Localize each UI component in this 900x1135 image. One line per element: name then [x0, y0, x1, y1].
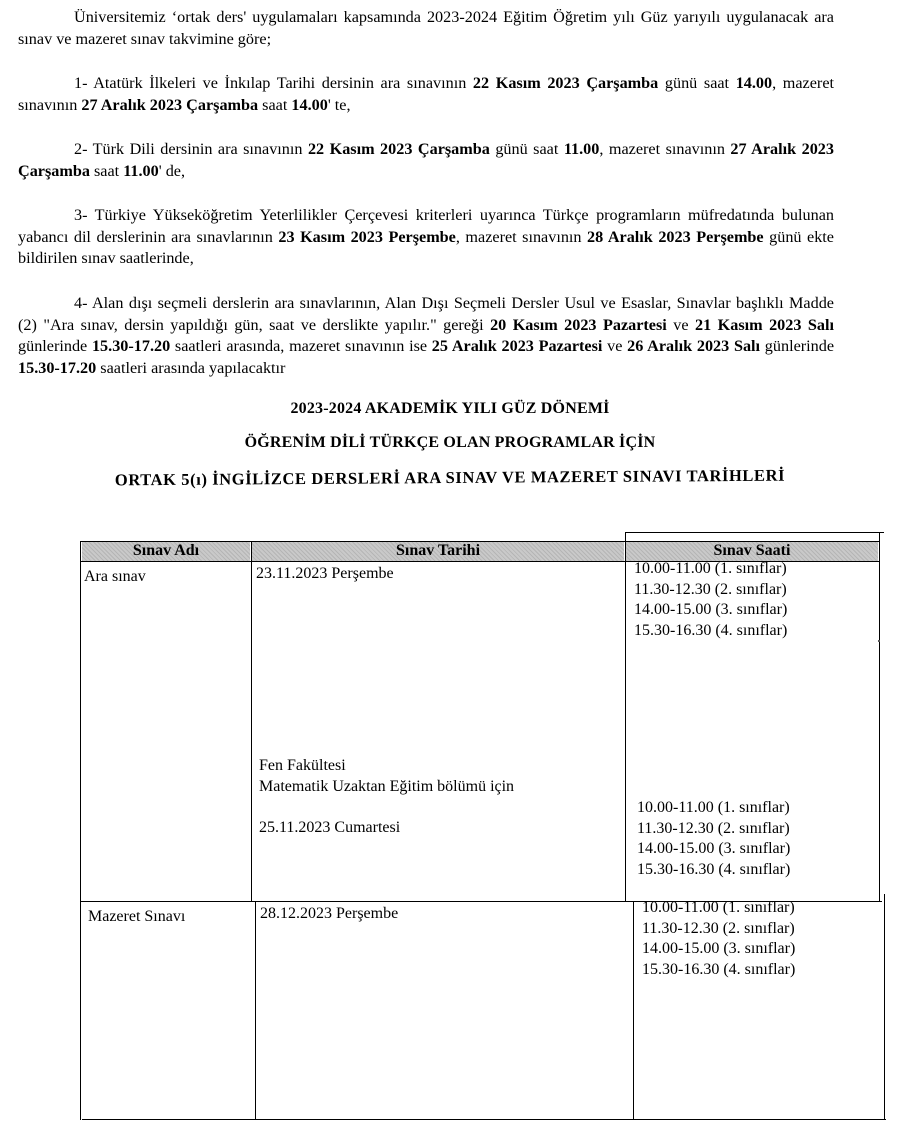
table-rule — [625, 532, 626, 901]
exam-date-cell: 28.12.2023 Perşembe — [260, 905, 399, 922]
exam-times-cell: 10.00-11.00 (1. sınıflar) 11.30-12.30 (2. sınıflar) 14.00-15.00 (3. sınıflar) 15.30-16.30 (4. sınıflar) — [634, 560, 788, 639]
intro-paragraph: Üniversitemiz ‘ortak ders' uygulamaları kapsamında 2023-2024 Eğitim Öğretim yılı Güz yarıyılı uygulanacak ara sınav ve mazeret sınav takvimine göre; — [18, 8, 834, 48]
table-rule — [82, 1119, 886, 1120]
item-1-paragraph: 1- Atatürk İlkeleri ve İnkılap Tarihi dersinin ara sınavının 22 Kasım 2023 Çarşamba günü saat 14.00, mazeret sınavının 27 Aralık 2023 Çarşamba saat 14.00' te, — [18, 74, 834, 114]
header-exam-date: Sınav Tarihi — [252, 541, 624, 561]
faculty-exam-date: 25.11.2023 Cumartesi — [259, 819, 401, 836]
table-rule — [633, 901, 634, 1120]
exam-times-cell: 10.00-11.00 (1. sınıflar) 11.30-12.30 (2. sınıflar) 14.00-15.00 (3. sınıflar) 15.30-16.30 (4. sınıflar) — [642, 899, 796, 978]
table-rule — [255, 901, 256, 1120]
item-3-paragraph: 3- Türkiye Yükseköğretim Yeterlilikler Çerçevesi kriterleri uyarınca Türkçe programların müfredatında bulunan yabancı dil derslerinin ara sınavlarının 23 Kasım 2023 Perşembe, mazeret sınavının 28 Aralık 2023 Perşembe günü ekte bildirilen sınav saatlerinde, — [18, 206, 834, 267]
header-exam-time: Sınav Saati — [626, 541, 878, 561]
table-rule — [80, 541, 81, 1120]
faculty-note: Fen Fakültesi Matematik Uzaktan Eğitim bölümü için — [259, 757, 515, 795]
table-rule — [80, 541, 880, 542]
table-rule — [626, 532, 884, 533]
exam-name-cell: Mazeret Sınavı — [88, 908, 186, 925]
exam-date-cell: 23.11.2023 Perşembe — [256, 565, 394, 582]
table-rule — [884, 894, 885, 1120]
item-2-paragraph: 2- Türk Dili dersinin ara sınavının 22 Kasım 2023 Çarşamba günü saat 11.00, mazeret sınavının 27 Aralık 2023 Çarşamba saat 11.00' de, — [18, 140, 834, 180]
programs-heading: ÖĞRENİM DİLİ TÜRKÇE OLAN PROGRAMLAR İÇİN — [244, 434, 656, 451]
table-rule — [251, 541, 252, 901]
faculty-exam-times: 10.00-11.00 (1. sınıflar) 11.30-12.30 (2. sınıflar) 14.00-15.00 (3. sınıflar) 15.30-16.30 (4. sınıflar) — [637, 799, 791, 878]
item-4-paragraph: 4- Alan dışı seçmeli derslerin ara sınavlarının, Alan Dışı Seçmeli Dersler Usul ve Esaslar, Sınavlar başlıklı Madde (2) "Ara sınav, dersin yapıldığı gün, saat ve derslikte yapılır." gereği 20 Kasım 2023 Pazartesi ve 21 Kasım 2023 Salı günlerinde 15.30-17.20 saatleri arasında, mazeret sınavının ise 25 Aralık 2023 Pazartesi ve 26 Aralık 2023 Salı günlerinde 15.30-17.20 saatleri arasında yapılacaktır — [18, 294, 835, 377]
table-rule — [879, 532, 880, 901]
exam-name-cell: Ara sınav — [84, 568, 146, 585]
term-heading: 2023-2024 AKADEMİK YILI GÜZ DÖNEMİ — [290, 400, 610, 417]
header-exam-name: Sınav Adı — [82, 541, 250, 561]
scan-speck — [878, 640, 880, 642]
exam-schedule-table — [82, 532, 886, 1120]
schedule-heading: ORTAK 5(ı) İNGİLİZCE DERSLERİ ARA SINAV VE MAZERET SINAVI TARİHLERİ — [114, 465, 786, 490]
